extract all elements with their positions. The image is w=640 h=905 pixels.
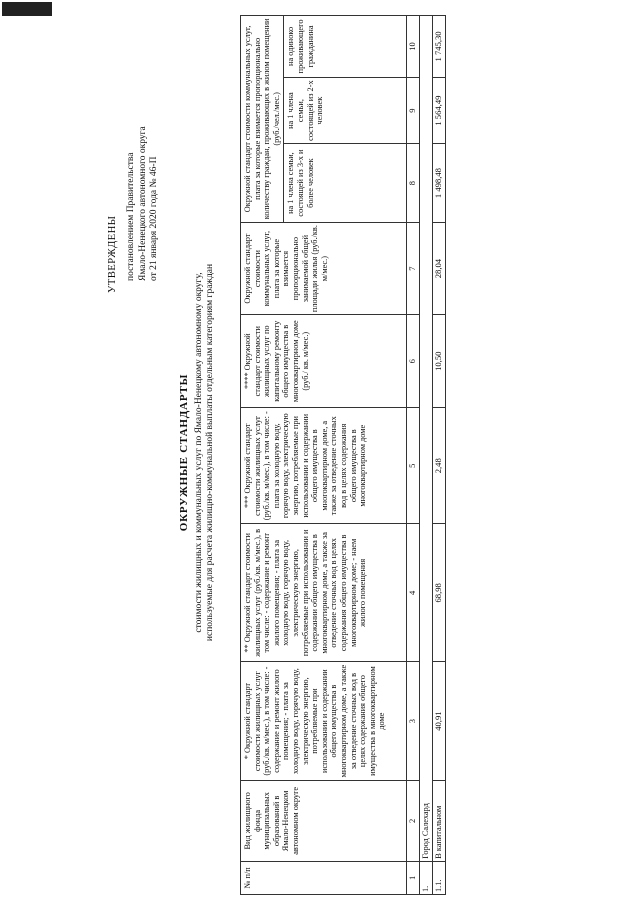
value-cell: 1 745,30	[432, 16, 445, 78]
column-number: 5	[407, 408, 420, 524]
document-subtitle: стоимости жилищных и коммунальных услуг по Ямало-Ненецкому автономному округу,	[194, 272, 204, 633]
column-number: 1	[407, 861, 420, 894]
header-cell-num: № п/п	[241, 861, 407, 894]
decree-line: Ямало-Ненецкого автономного округа	[137, 126, 148, 281]
header-cell-single: на одиноко проживающего гражданина	[284, 16, 407, 78]
value-cell: 40,91	[432, 662, 445, 781]
table-row	[432, 16, 445, 895]
column-number: 9	[407, 77, 420, 144]
row-label: В капитальном	[432, 780, 445, 861]
table-row-section	[419, 16, 432, 895]
header-cell-fund-type: Вид жилищного фонда муниципальных образований в Ямало-Ненецком автономном округе	[241, 780, 407, 861]
decree-line: постановлением Правительства	[126, 152, 136, 281]
header-cell-standard-2: ** Окружной стандарт стоимости жилищных услуг (руб./кв. м/мес.), в том числе: - содержание и ремонт жилого помещения; - плата за холодную воду, горячую воду, электрическую энергию, потребляемые при использовании и содержании общего имущества в многоквартирном доме, а также за отведение сточных вод в целях содержания общего имущества в многоквартирном доме; - наем жилого помещения	[241, 524, 407, 662]
document-subtitle: используемые для расчета жилищно-коммунальной выплаты отдельным категориям граждан	[205, 263, 215, 642]
top-rule	[2, 2, 52, 16]
header-cell-capital-repair: **** Окружной стандарт стоимости жилищных услуг по капитальному ремонту общего имущества в многоквартирном доме (руб./ кв. м/мес.)	[241, 315, 407, 408]
value-cell: 1 564,49	[432, 77, 445, 144]
header-row	[241, 16, 284, 895]
value-cell: 68,98	[432, 524, 445, 662]
document-title: ОКРУЖНЫЕ СТАНДАРТЫ	[178, 373, 190, 532]
document-title-block	[178, 0, 216, 905]
column-number: 6	[407, 315, 420, 408]
value-cell: 10,50	[432, 315, 445, 408]
value-cell: 2,48	[432, 408, 445, 524]
column-number: 8	[407, 144, 420, 222]
decree-reference	[126, 126, 161, 281]
header-cell-utilities-area: Окружной стандарт стоимости коммунальных услуг, плата за которые взимается пропорционально занимаемой общей площади жилья (руб./кв. м/мес.)	[241, 222, 407, 315]
column-number: 7	[407, 222, 420, 315]
header-cell-standard-1: * Окружной стандарт стоимости жилищных услуг (руб./кв. м/мес.), в том числе: - содержание и ремонт жилого помещения; - плата за холодную воду, горячую воду, электрическую энергию, потребляемые при использовании и содержании общего имущества в многоквартирном доме, а также за отведение сточных вод в целях содержания общего имущества в многоквартирном доме	[241, 662, 407, 781]
decree-line: от 21 января 2020 года № 46-П	[149, 156, 159, 281]
header-cell-standard-3: *** Окружной стандарт стоимости жилищных услуг (руб./кв. м/мес.), в том числе: - плата за холодную воду, горячую воду, электрическую энергию, потребляемые при использовании и содержании общего имущества в многоквартирном доме, а также за отведение сточных вод в целях содержания общего имущества в многоквартирном доме	[241, 408, 407, 524]
header-cell-family-3plus: на 1 члена семьи, состоящей из 3-х и более человек	[284, 144, 407, 222]
column-number: 4	[407, 524, 420, 662]
standards-table	[240, 15, 446, 895]
column-number: 3	[407, 662, 420, 781]
row-number: 1.	[419, 861, 432, 894]
header-cell-family-2: на 1 члена семьи, состоящей из 2-х человек	[284, 77, 407, 144]
section-label: Город Салехард	[419, 16, 432, 862]
column-number: 10	[407, 16, 420, 78]
value-cell: 1 498,48	[432, 144, 445, 222]
column-number-row	[407, 16, 420, 895]
row-number: 1.1.	[432, 861, 445, 894]
column-number: 2	[407, 780, 420, 861]
header-cell-utilities-per-person: Окружной стандарт стоимости коммунальных услуг, плата за которые взимается пропорционально количеству граждан, проживающих в жилом помещении (руб./чел./мес.)	[241, 16, 284, 223]
approved-label: УТВЕРЖДЕНЫ	[107, 215, 118, 293]
value-cell: 28,04	[432, 222, 445, 315]
